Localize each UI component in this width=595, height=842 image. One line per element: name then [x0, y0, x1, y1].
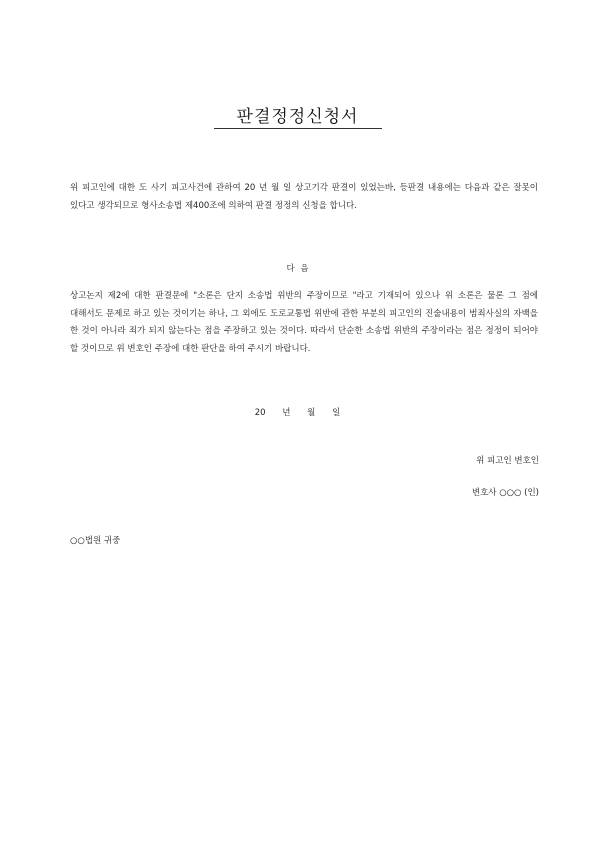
signer-role: 위 피고인 변호인: [476, 456, 539, 466]
document-title: 판결정정신청서: [236, 107, 359, 127]
body-paragraph: 상고논지 제2에 대한 판결문에 "소론은 단지 소송법 위반의 주장이므로 "라고 기재되어 있으나 위 소론은 물론 그 점에 대해서도 문제로 하고 있는 것이기는 하나, 그 외에도 도로교통법 위반에 관한 부분의 피고인의 진술내용이 범죄사실의 자백을 한 것이 아니라 죄가 되지 않는다는 점을 주장하고 있는 것이다. 따라서 단순한 소송법 위반의 주장이라는 점은 정정이 되어야 할 것이므로 위 변호인 주장에 대한 판단을 하여 주시기 바랍니다.: [70, 291, 538, 354]
court-addressee: ○○법원 귀중: [70, 536, 121, 546]
signer-name: 변호사 ○○○ (인): [471, 488, 539, 498]
intro-paragraph: 위 피고인에 대한 도 사기 피고사건에 관하여 20 년 월 일 상고기각 판결이 있었는바, 등판결 내용에는 다음과 같은 잘못이 있다고 생각되므로 형사소송법 제400조에 의하여 판결 정정의 신청을 합니다.: [70, 183, 538, 211]
section-heading: 다 음: [286, 264, 309, 274]
date-line: 20 년 월 일: [254, 408, 341, 418]
title-underline: [214, 128, 382, 129]
